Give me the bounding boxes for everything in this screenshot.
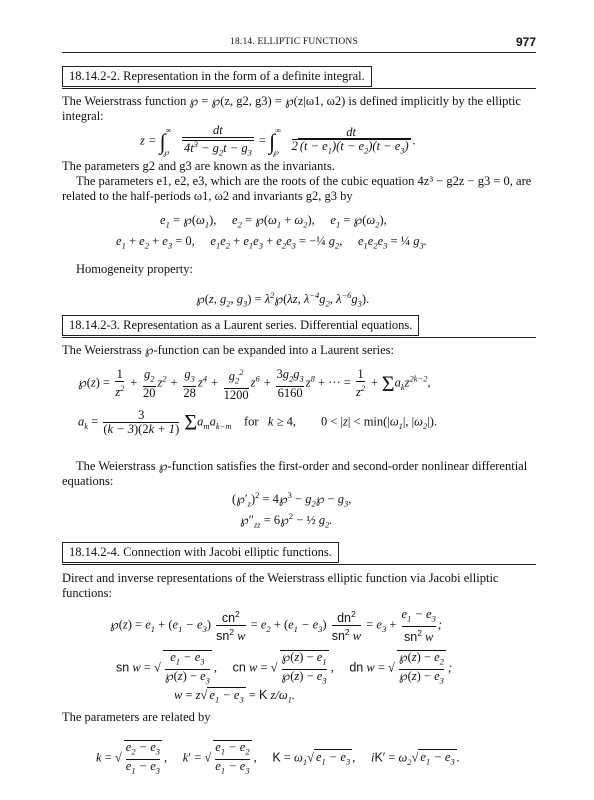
subsection-heading: 18.14.2-2. Representation in the form of a definite integral.: [62, 66, 372, 87]
header-rule: [62, 52, 536, 53]
subsection-heading: 18.14.2-4. Connection with Jacobi elliptic functions.: [62, 542, 339, 563]
paragraph: The parameters are related by: [62, 710, 211, 724]
equation-w: w = z√ $e_1 - e_3 = K$ $z/\omega_1$.: [174, 688, 296, 705]
paragraph: The parameters e1, e2, e3, which are the roots of the cubic equation 4z³ − g2z − g3 = 0, are related to the half-periods ω1, ω2 and invariants g2, g3 by: [62, 174, 532, 203]
equation-homogeneity: ℘(z, $g_2$, $g_3$) = $\lambda^2℘(\lambda z$, $\lambda^{-4}g_2$, $\lambda^{-6}g_3$).: [196, 290, 370, 309]
paragraph: The Weierstrass ℘-function can be expanded into a Laurent series:: [62, 343, 395, 357]
heading-rule: [62, 337, 536, 338]
paragraph: Homogeneity property:: [76, 262, 193, 276]
page-number: 977: [515, 35, 536, 49]
heading-rule: [62, 564, 536, 565]
subsection-heading: 18.14.2-3. Representation as a Laurent series. Differential equations.: [62, 315, 419, 336]
equation-laurent: ℘(z) = $\frac{1}{z^2}$ + $\frac{g_2}{20}$ $z^2$ + $\frac{g_3}{28}$ $z^4$ + $\frac{g_2^2}{1200}$ $z^6$ + $\frac{3g_2g_3}{6160}$ $z^8$ + ··· = $\frac{1}{z^2}$ + $\Sigma a_kz^{2k-2}$,: [78, 367, 431, 402]
equation-e-relations: $e_1 + e_2 + e_3 = 0$, $e_1e_2 + e_1e_3 + e_2e_3$ = −¼ $g_2$, $e_1e_2e_3$ = ¼ $g_3$.: [116, 234, 427, 251]
heading-rule: [62, 88, 536, 89]
running-header: [62, 35, 536, 51]
paragraph: The parameters g2 and g3 are known as the invariants.: [62, 159, 335, 173]
equation-ode1: $(℘'_z)^2$ = 4℘$^3$ − $g_2℘ - g_3$,: [232, 490, 352, 509]
equation-wp-jacobi: ℘(z) = $e_1 + (e_1 - e_3)$ $\frac{cn^2}{sn^2 w}$ = $e_2 + (e_1 - e_3)$ $\frac{dn^2}{sn^2 w}$ = $e_3$ + $\frac{e_1 - e_3}{sn^2 w}$ ;: [110, 607, 443, 644]
equation-ak: $a_k$ = $\frac{3}{(k - 3)(2k + 1)}$ $\Sigma a_ma_{k-m}$ for k ≥ 4, $0 < |z| < \min(|\omega_1|$, $|\omega_2|$).: [78, 408, 438, 436]
equation-ode2: $℘''_{zz}$ = 6℘$^2$ − ½ $g_2$.: [240, 511, 333, 530]
section-title: 18.14. ELLIPTIC FUNCTIONS: [230, 37, 358, 47]
equation-inverse: sn w = √ $\frac{e_1 - e_3}{℘(z) - e_3}$ , cn w = √ $\frac{℘(z) - e_1}{℘(z) - e_3}$ , dn w = √ $\frac{℘(z) - e_2}{℘(z) - e_3}$ ;: [116, 650, 453, 685]
paragraph: The Weierstrass function ℘ = ℘(z, g2, g3) = ℘(z|ω1, ω2) is defined implicitly by the elliptic integral:: [62, 94, 521, 123]
paragraph: The Weierstrass ℘-function satisfies the first-order and second-order nonlinear differential equations:: [62, 459, 528, 488]
equation-parameters: k = √ $\frac{e_2 - e_3}{e_1 - e_3}$ , k′ = √ $\frac{e_1 - e_2}{e_1 - e_3}$ , $K = \omega_1√$ $e_1 - e_3$ , $iK' = \omega_2√$ $e_1 - e_3$ .: [96, 740, 460, 775]
equation-integral: $z = \int^\infty_℘$ $\frac{dt}{4t^3 - g_2t - g_3}$ = $\int^\infty_℘$ $\frac{dt}{2 (t - e_1)(t - e_2)(t - e_3)}$ .: [140, 123, 416, 158]
equation-e-values: $e_1$ = $℘(\omega_1)$, $e_2$ = $℘(\omega_1 + \omega_2)$, $e_1$ = $℘(\omega_2)$,: [160, 213, 387, 230]
paragraph: Direct and inverse representations of the Weierstrass elliptic function via Jacobi elliptic functions:: [62, 571, 499, 600]
